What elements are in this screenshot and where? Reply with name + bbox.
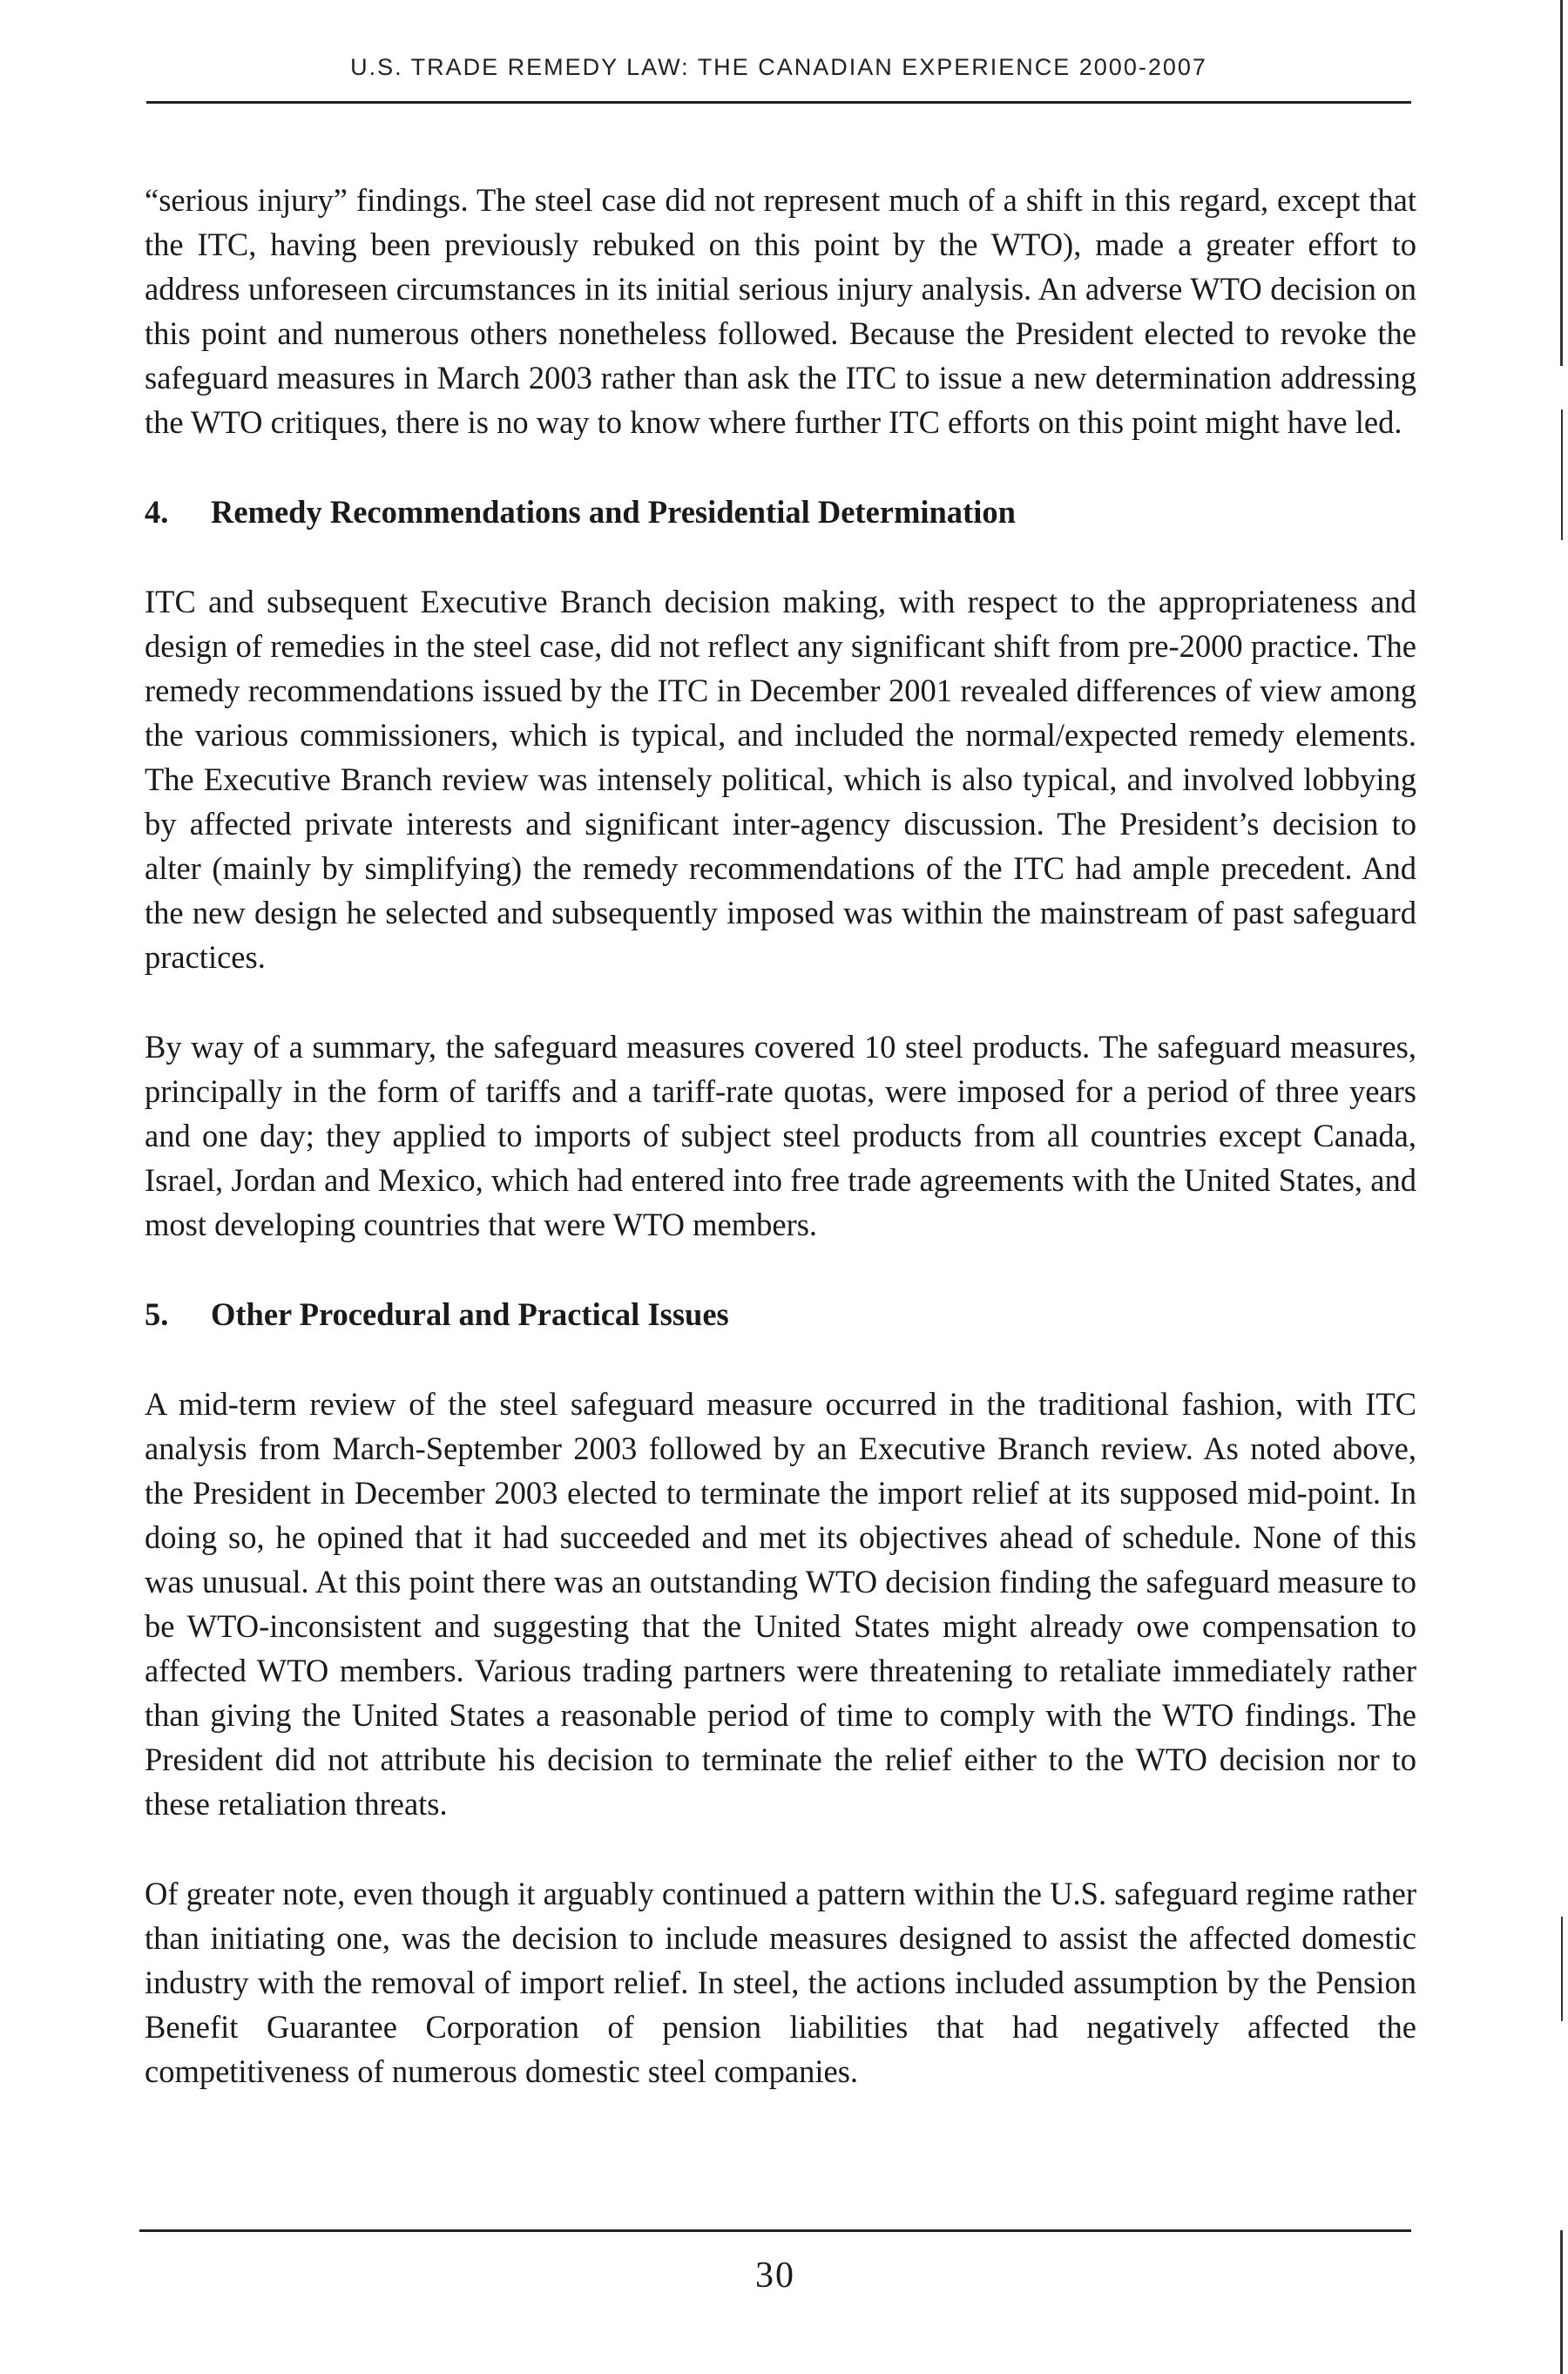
paragraph-section-5-2: Of greater note, even though it arguably continued a pattern within the U.S. safeguard regime rather than initiating one, was the decision to include measures designed to assist the affected domestic industry with the removal of import relief. In steel, the actions included assumption by the Pension Benefit Guarantee Corporation of pension liabilities that had negatively affected the competitiveness of numerous domestic steel companies.	[145, 1876, 1416, 2089]
paragraph-section-4-1: ITC and subsequent Executive Branch decision making, with respect to the appropriateness and design of remedies in the steel case, did not reflect any significant shift from pre-2000 practice. The remedy recommendations issued by the ITC in December 2001 revealed differences of view among the various commissioners, which is typical, and included the normal/expected remedy elements. The Executive Branch review was intensely political, which is also typical, and involved lobbying by affected private interests and significant inter-agency discussion. The President’s decision to alter (mainly by simplifying) the remedy recommendations of the ITC had ample precedent. And the new design he selected and subsequently imposed was within the mainstream of past safeguard practices.	[145, 584, 1416, 975]
section-heading-4	[145, 490, 1416, 534]
header-rule	[146, 101, 1411, 104]
page-number: 30	[755, 2256, 795, 2296]
scan-edge-mark	[1560, 2230, 1563, 2374]
section-heading-5	[145, 1292, 1416, 1336]
paragraph-intro: “serious injury” findings. The steel case did not represent much of a shift in this regard, except that the ITC, having been previously rebuked on this point by the WTO), made a greater effort to address unforeseen circumstances in its initial serious injury analysis. An adverse WTO decision on this point and numerous others nonetheless followed. Because the President elected to revoke the safeguard measures in March 2003 rather than ask the ITC to issue a new determination addressing the WTO critiques, there is no way to know where further ITC efforts on this point might have led.	[145, 182, 1416, 440]
paragraph-section-4-2: By way of a summary, the safeguard measures covered 10 steel products. The safeguard measures, principally in the form of tariffs and a tariff-rate quotas, were imposed for a period of three years and one day; they applied to imports of subject steel products from all countries except Canada, Israel, Jordan and Mexico, which had entered into free trade agreements with the United States, and most developing countries that were WTO members.	[145, 1029, 1416, 1242]
scan-edge-mark	[1560, 0, 1563, 366]
running-header: U.S. TRADE REMEDY LAW: THE CANADIAN EXPERIENCE 2000-2007	[350, 54, 1207, 80]
body-text	[145, 178, 1416, 2093]
section-number-5: 5.	[145, 1296, 169, 1332]
section-title-5: Other Procedural and Practical Issues	[211, 1296, 729, 1332]
footer-rule	[139, 2229, 1411, 2232]
scan-edge-mark	[1561, 409, 1563, 540]
section-title-4: Remedy Recommendations and Presidential Determination	[211, 494, 1016, 530]
section-number-4: 4.	[145, 494, 169, 530]
paragraph-section-5-1: A mid-term review of the steel safeguard measure occurred in the traditional fashion, with ITC analysis from March-September 2003 followed by an Executive Branch review. As noted above, the President in December 2003 elected to terminate the import relief at its supposed mid-point. In doing so, he opined that it had succeeded and met its objectives ahead of schedule. None of this was unusual. At this point there was an outstanding WTO decision finding the safeguard measure to be WTO-inconsistent and suggesting that the United States might already owe compensation to affected WTO members. Various trading partners were threatening to retaliate immediately rather than giving the United States a reasonable period of time to comply with the WTO findings. The President did not attribute his decision to terminate the relief either to the WTO decision nor to these retaliation threats.	[145, 1386, 1416, 1822]
scan-edge-mark	[1561, 1917, 1563, 2021]
